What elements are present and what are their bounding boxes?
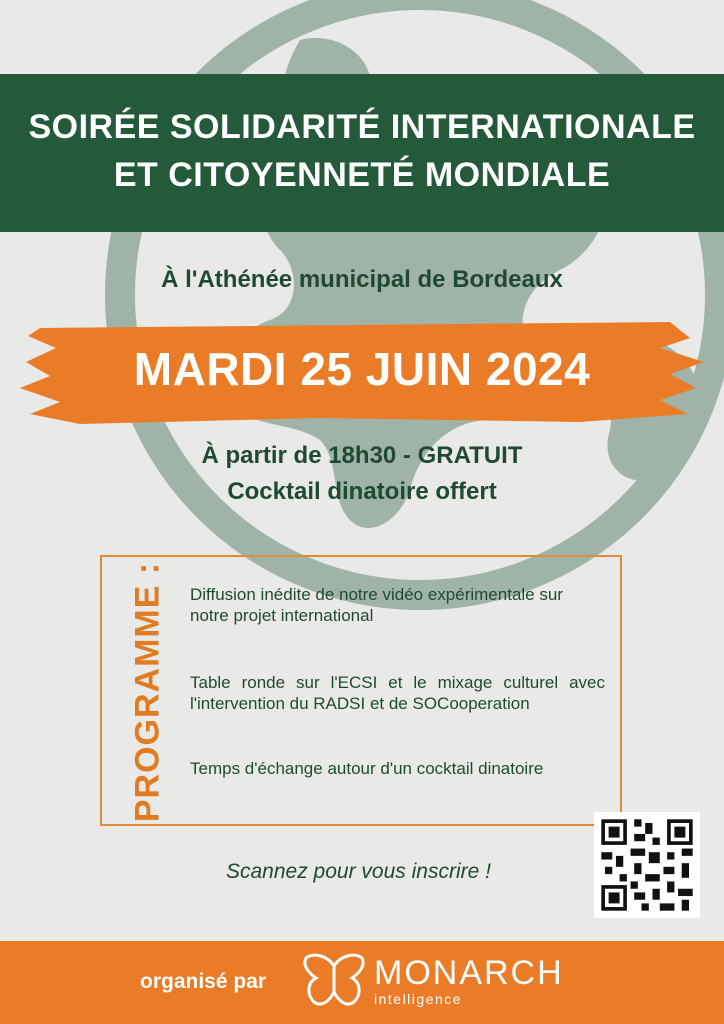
programme-item: Diffusion inédite de notre vidéo expérimentale sur notre projet international xyxy=(190,585,563,625)
cocktail-text: Cocktail dinatoire offert xyxy=(227,478,497,505)
title-banner xyxy=(0,74,724,232)
event-date: MARDI 25 JUIN 2024 xyxy=(133,343,591,395)
programme-item: Table ronde sur l'ECSI et le mixage culturel avec l'intervention du RADSI et de SOCooperation xyxy=(190,673,605,713)
event-title-line1: SOIRÉE SOLIDARITÉ INTERNATIONALE xyxy=(28,108,696,146)
event-title-line2: ET CITOYENNETÉ MONDIALE xyxy=(113,156,611,194)
brand-name: MONARCH xyxy=(374,954,564,992)
time-price-text: À partir de 18h30 - GRATUIT xyxy=(201,442,523,469)
programme-item: Temps d'échange autour d'un cocktail dinatoire xyxy=(190,759,544,778)
butterfly-logo-icon xyxy=(302,952,366,1012)
brand-subtitle: intelligence xyxy=(374,991,463,1007)
organised-by-text: organisé par xyxy=(140,970,267,993)
qr-code[interactable] xyxy=(594,812,700,918)
venue-text: À l'Athénée municipal de Bordeaux xyxy=(161,266,563,293)
programme-label: PROGRAMME : xyxy=(128,561,167,823)
scan-instruction: Scannez pour vous inscrire ! xyxy=(226,860,491,883)
